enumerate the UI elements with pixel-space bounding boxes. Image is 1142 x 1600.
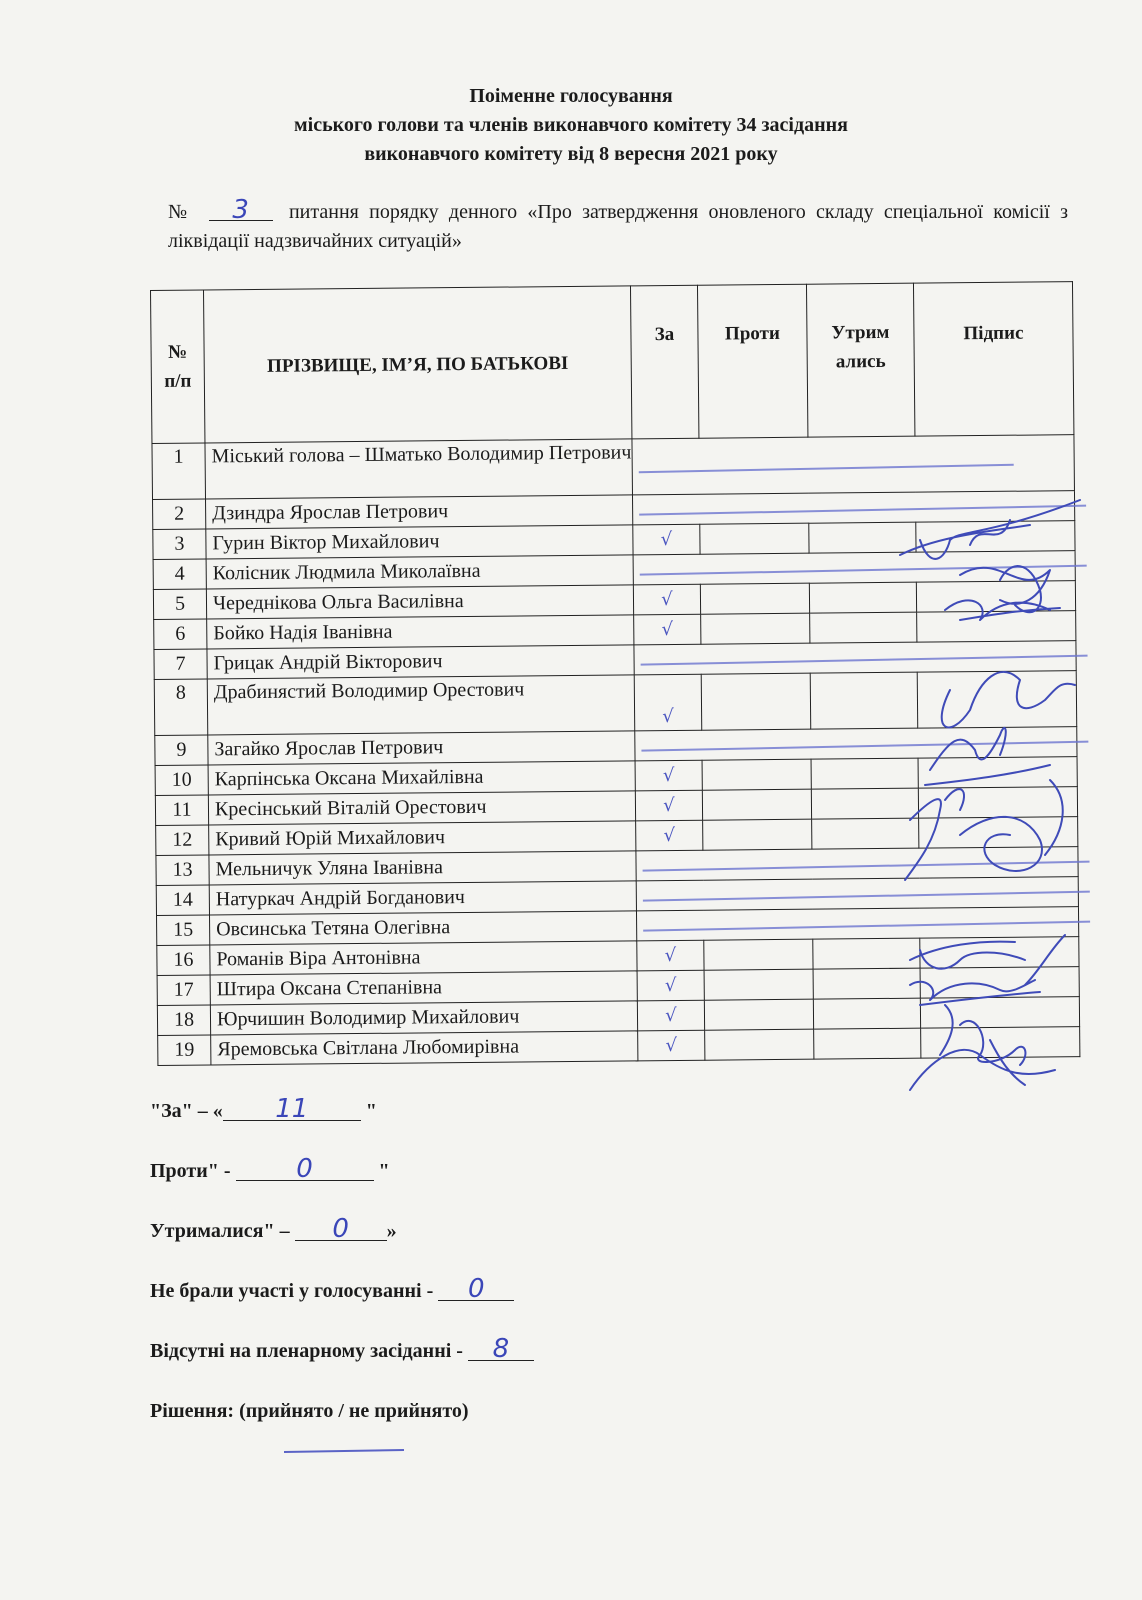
signature-cell (921, 1027, 1080, 1059)
member-name: Грицак Андрій Вікторович (207, 645, 634, 679)
number-sign: № (168, 201, 193, 223)
vote-for-cell (637, 1000, 704, 1031)
vote-abstained-cell (813, 968, 920, 999)
tick-mark: √ (664, 944, 677, 967)
vote-cells (632, 435, 1075, 495)
tick-mark: √ (660, 528, 673, 551)
summary-absent (150, 1336, 534, 1396)
summary-abstained-label-end: » (386, 1220, 397, 1242)
row-number: 4 (153, 559, 206, 590)
signature-cell (918, 757, 1077, 789)
member-name: Гурин Віктор Михайлович (206, 525, 633, 559)
member-name: Мельничук Уляна Іванівна (209, 851, 636, 885)
row-number: 3 (153, 529, 206, 560)
dash-mark (641, 655, 1088, 666)
summary-against (150, 1156, 534, 1216)
agenda-item-number: 3 (209, 200, 273, 221)
summary-for-label-end: " (360, 1100, 377, 1122)
row-number: 19 (158, 1035, 211, 1066)
vote-for-cell (634, 614, 701, 645)
vote-against-cell (702, 789, 811, 820)
summary-for-value: 11 (223, 1098, 361, 1121)
signature-cell (916, 581, 1075, 613)
vote-abstained-cell (813, 938, 920, 969)
signature-cell (919, 817, 1078, 849)
vote-against-cell (701, 613, 810, 644)
vote-cells (636, 877, 1078, 911)
summary-against-label-end: " (373, 1160, 390, 1182)
row-number: 6 (154, 619, 207, 650)
tick-mark: √ (663, 794, 675, 817)
vote-for-cell (635, 760, 702, 791)
title-line-1: Поіменне голосування (469, 85, 673, 107)
dash-mark (643, 921, 1090, 932)
dash-mark (640, 565, 1087, 576)
summary-abstained-label: Утрималися" – (150, 1220, 295, 1242)
summary-decision: Рішення: (прийнято / не прийнято) (150, 1400, 469, 1422)
vote-for-cell (636, 820, 703, 851)
vote-abstained-cell (810, 612, 917, 643)
table-row (152, 435, 1074, 500)
vote-against-cell (703, 819, 812, 850)
signature-cell (917, 611, 1076, 643)
title-line-2: міського голови та членів виконавчого комітету 34 засідання (294, 114, 848, 136)
row-number: 8 (154, 679, 208, 736)
row-number: 10 (155, 765, 208, 796)
member-name: Штира Оксана Степанівна (210, 971, 637, 1005)
summary-not-voted-label: Не брали участі у голосуванні - (150, 1280, 439, 1302)
vote-abstained-cell (813, 998, 920, 1029)
row-number: 9 (155, 735, 208, 766)
agenda-item-text: питання порядку денного «Про затвердження оновленого складу спеціальної комісії з ліквідації надзвичайних ситуацій» (168, 201, 1069, 252)
member-name: Загайко Ярослав Петрович (208, 731, 635, 765)
signature-cell (917, 671, 1077, 729)
header-signature: Підпис (913, 282, 1073, 437)
table-header-row (151, 282, 1074, 444)
vote-against-cell (704, 969, 813, 1000)
row-number: 13 (156, 855, 209, 886)
member-name: Колісник Людмила Миколаївна (206, 555, 633, 589)
dash-mark (639, 464, 1014, 474)
vote-for-cell (634, 674, 702, 731)
summary-absent-value: 8 (468, 1338, 534, 1361)
tick-mark: √ (662, 705, 674, 728)
vote-cells (634, 641, 1076, 675)
summary-against-value: 0 (236, 1158, 374, 1181)
summary-abstained-value: 0 (295, 1218, 387, 1241)
voting-table (150, 281, 1080, 1066)
tick-mark: √ (663, 824, 676, 847)
vote-against-cell (702, 759, 811, 790)
member-name: Яремовська Світлана Любомирівна (211, 1031, 638, 1065)
document-header (0, 82, 1142, 169)
summary-not-voted (150, 1276, 534, 1336)
tick-mark: √ (665, 1034, 678, 1057)
vote-for-cell (633, 524, 700, 555)
dash-mark (639, 505, 1086, 516)
vote-abstained-cell (814, 1028, 921, 1059)
vote-for-cell (637, 970, 704, 1001)
voting-summary (150, 1096, 534, 1456)
member-name: Романів Віра Антонівна (210, 941, 637, 975)
header-against: Проти (697, 284, 807, 438)
summary-not-voted-value: 0 (438, 1278, 514, 1301)
vote-cells (636, 847, 1078, 881)
row-number: 18 (157, 1005, 210, 1036)
member-name: Кривий Юрій Михайлович (209, 821, 636, 855)
vote-against-cell (700, 583, 809, 614)
header-name: ПРІЗВИЩЕ, ІМ’Я, ПО БАТЬКОВІ (204, 286, 632, 443)
vote-for-cell (635, 790, 702, 821)
vote-against-cell (704, 999, 813, 1030)
member-name: Карпінська Оксана Михайлівна (208, 761, 635, 795)
row-number: 5 (153, 589, 206, 620)
dash-mark (641, 741, 1088, 752)
agenda-item-intro (168, 195, 1069, 256)
member-name: Кресінський Віталій Орестович (208, 791, 635, 825)
table-row (154, 671, 1076, 736)
dash-mark (643, 891, 1090, 902)
vote-cells (632, 491, 1074, 525)
member-name: Череднікова Ольга Василівна (206, 585, 633, 619)
signature-cell (920, 997, 1079, 1029)
tick-mark: √ (664, 974, 677, 997)
vote-against-cell (701, 673, 811, 730)
vote-abstained-cell (809, 522, 916, 553)
vote-abstained-cell (809, 582, 916, 613)
summary-abstained (150, 1216, 534, 1276)
tick-mark: √ (665, 1004, 677, 1027)
header-num: № п/п (151, 290, 205, 444)
signature-cell (920, 937, 1079, 969)
row-number: 2 (153, 499, 206, 530)
member-name: Овсинська Тетяна Олегівна (210, 911, 637, 945)
row-number: 7 (154, 649, 207, 680)
header-for: За (630, 285, 698, 439)
row-number: 16 (157, 945, 210, 976)
member-name: Натуркач Андрій Богданович (209, 881, 636, 915)
tick-mark: √ (662, 764, 675, 787)
summary-for (150, 1096, 534, 1156)
member-name: Бойко Надія Іванівна (207, 615, 634, 649)
summary-absent-label: Відсутні на пленарному засіданні - (150, 1340, 468, 1362)
row-number: 1 (152, 443, 206, 500)
vote-cells (636, 907, 1078, 941)
summary-against-label: Проти" - (150, 1160, 236, 1182)
member-name: Драбинястий Володимир Орестович (207, 675, 635, 735)
header-abstained: Утрим ались (806, 283, 914, 437)
vote-for-cell (638, 1030, 705, 1061)
vote-abstained-cell (810, 672, 918, 729)
vote-against-cell (705, 1029, 814, 1060)
vote-abstained-cell (811, 788, 918, 819)
vote-for-cell (633, 584, 700, 615)
summary-for-label: "За" – « (150, 1100, 223, 1122)
tick-mark: √ (661, 618, 674, 641)
row-number: 12 (156, 825, 209, 856)
signature-cell (920, 967, 1079, 999)
row-number: 14 (156, 885, 209, 916)
title-line-3: виконавчого комітету від 8 вересня 2021 року (364, 143, 778, 165)
row-number: 15 (157, 915, 210, 946)
vote-against-cell (704, 939, 813, 970)
dash-mark (643, 861, 1090, 872)
member-name: Юрчишин Володимир Михайлович (210, 1001, 637, 1035)
signature-cell (918, 787, 1077, 819)
member-name: Міський голова – Шматько Володимир Петрович (205, 439, 633, 499)
member-name: Дзиндра Ярослав Петрович (206, 495, 633, 529)
vote-abstained-cell (812, 818, 919, 849)
vote-against-cell (700, 523, 809, 554)
vote-abstained-cell (811, 758, 918, 789)
vote-cells (635, 727, 1077, 761)
vote-for-cell (637, 940, 704, 971)
row-number: 11 (155, 795, 208, 826)
vote-cells (633, 551, 1075, 585)
row-number: 17 (157, 975, 210, 1006)
signature-cell (916, 521, 1075, 553)
tick-mark: √ (661, 588, 673, 611)
